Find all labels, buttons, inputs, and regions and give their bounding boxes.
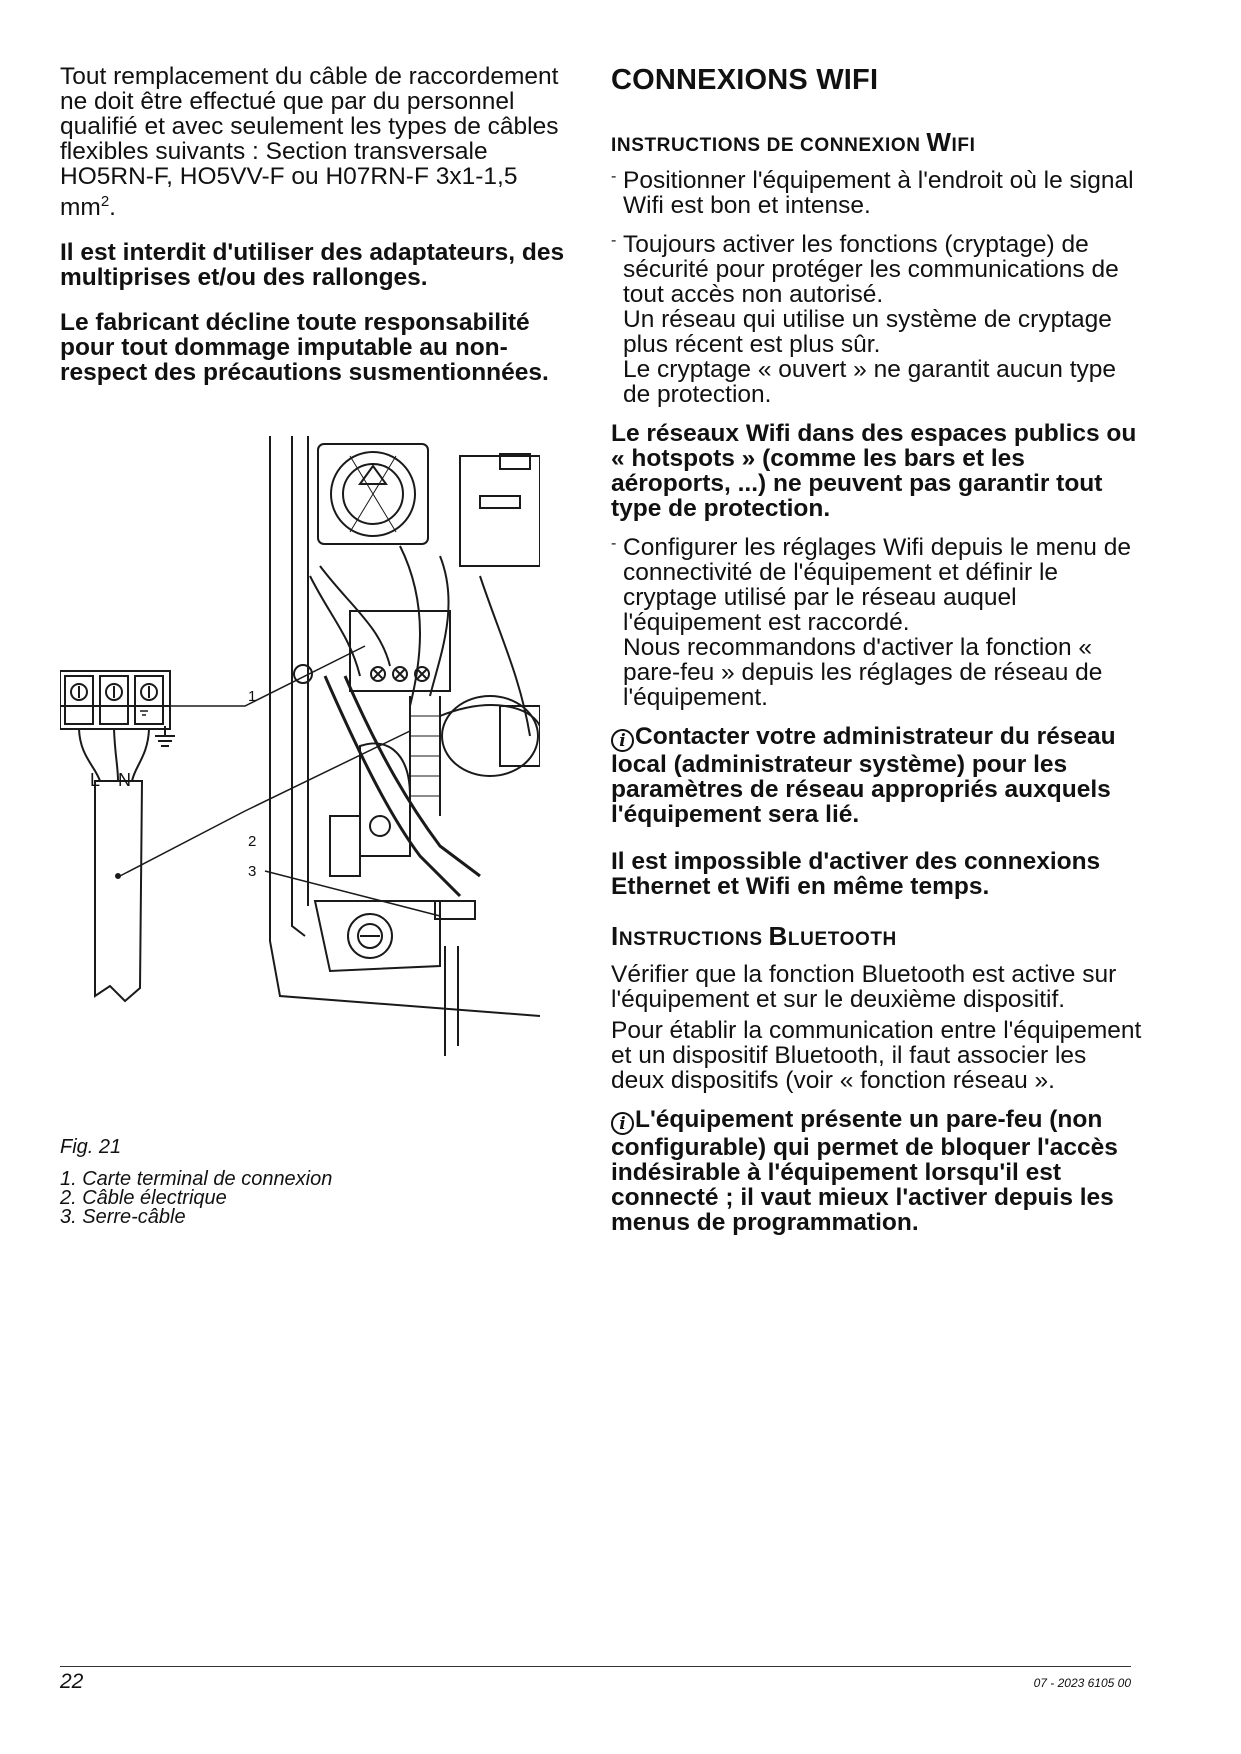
info-icon: i (611, 729, 634, 752)
wifi-position-bullet: Positionner l'équipement à l'endroit où le signal Wifi est bon et intense. (623, 167, 1134, 219)
bluetooth-pairing-paragraph: Pour établir la communication entre l'équipement et un dispositif Bluetooth, il faut associer les deux dispositifs (voir « fonction réseau ». (611, 1017, 1142, 1094)
cable-replacement-paragraph: Tout remplacement du câble de raccordement ne doit être effectué que par du personnel qualifié et avec seulement les types de câbles flexibles suivants : Section transversale HO5RN-F, HO5VV-F ou H07RN-F 3x1-1,5 $mm^2$. (60, 63, 559, 222)
list-item: - Positionner l'équipement à l'endroit où le signal Wifi est bon et intense. (611, 168, 1143, 218)
callout-3: 3 (248, 863, 257, 880)
terminal-label-n: N (118, 770, 131, 790)
figure-caption (60, 1135, 540, 1227)
footer-divider (60, 1666, 1131, 1667)
info-note-firewall: i L'équipement présente un pare-feu (non configurable) qui permet de bloquer l'accès indésirable à l'équipement lorsqu'il est connecté ; il vaut mieux l'activer depuis les menus de programmation. (611, 1106, 1118, 1236)
encryption-bullet: Toujours activer les fonctions (cryptage) de sécurité pour protéger les communications de tout accès non autorisé. (623, 231, 1119, 308)
ethernet-wifi-warning: Il est impossible d'activer des connexions Ethernet et Wifi en même temps. (611, 848, 1101, 900)
document-reference: 07 - 2023 6105 00 (1033, 1676, 1131, 1690)
section-title: CONNEXIONS WIFI (611, 64, 879, 96)
configure-bullet: Configurer les réglages Wifi depuis le menu de connectivité de l'équipement et définir le cryptage utilisé par le réseau auquel l'équipement est raccordé. (623, 534, 1131, 636)
list-item: - Toujours activer les fonctions (cryptage) de sécurité pour protéger les communications de tout accès non autorisé. Un réseau qui utilise un système de cryptage plus récent est plus sûr. Le cryptage « ouvert » ne garantit aucun type de protection. (611, 232, 1143, 407)
right-column (611, 64, 1143, 1235)
superscript: 2 (100, 193, 110, 210)
wiring-figure (60, 436, 540, 1056)
configure-bullet-line: Nous recommandons d'activer la fonction « pare-feu » depuis les réglages de réseau de l'équipement. (623, 634, 1103, 711)
liability-warning: Le fabricant décline toute responsabilité pour tout dommage imputable au non-respect des précautions susmentionnées. (60, 309, 549, 387)
encryption-bullet-line: Un réseau qui utilise un système de cryptage plus récent est plus sûr. (623, 306, 1112, 358)
caption-item: 1. Carte terminal de connexion (60, 1168, 333, 1190)
page-number: 22 (60, 1670, 84, 1693)
terminal-label-l: L (90, 770, 101, 790)
hotspot-warning: Le réseaux Wifi dans des espaces publics ou « hotspots » (comme les bars et les aéroports, ...) ne peuvent pas garantir tout type de protection. (611, 420, 1137, 522)
info-note-administrator: i Contacter votre administrateur du réseau local (administrateur système) pour les paramètres de réseau appropriés auxquels l'équipement sera lié. (611, 723, 1116, 828)
caption-item: 2. Câble électrique (60, 1187, 227, 1209)
wifi-instructions-heading: INSTRUCTIONS DE CONNEXION WIFI (611, 127, 976, 157)
wiring-illustration (60, 436, 540, 1056)
adapter-warning: Il est interdit d'utiliser des adaptateurs, des multiprises et/ou des rallonges. (60, 239, 565, 292)
caption-item: 3. Serre-câble (60, 1206, 186, 1228)
bluetooth-instructions-heading: INSTRUCTIONS BLUETOOTH (611, 921, 897, 951)
figure-label: Fig. 21 (60, 1136, 122, 1158)
bluetooth-active-paragraph: Vérifier que la fonction Bluetooth est active sur l'équipement et sur le deuxième dispositif. (611, 961, 1117, 1013)
left-column (60, 64, 572, 405)
callout-2: 2 (248, 833, 257, 850)
info-icon: i (611, 1112, 634, 1135)
encryption-bullet-line: Le cryptage « ouvert » ne garantit aucun type de protection. (623, 356, 1117, 408)
callout-1: 1 (248, 688, 257, 705)
list-item: - Configurer les réglages Wifi depuis le menu de connectivité de l'équipement et définir le cryptage utilisé par le réseau auquel l'équipement est raccordé. Nous recommandons d'activer la fonction « pare-feu » depuis les réglages de réseau de l'équipement. (611, 535, 1143, 710)
